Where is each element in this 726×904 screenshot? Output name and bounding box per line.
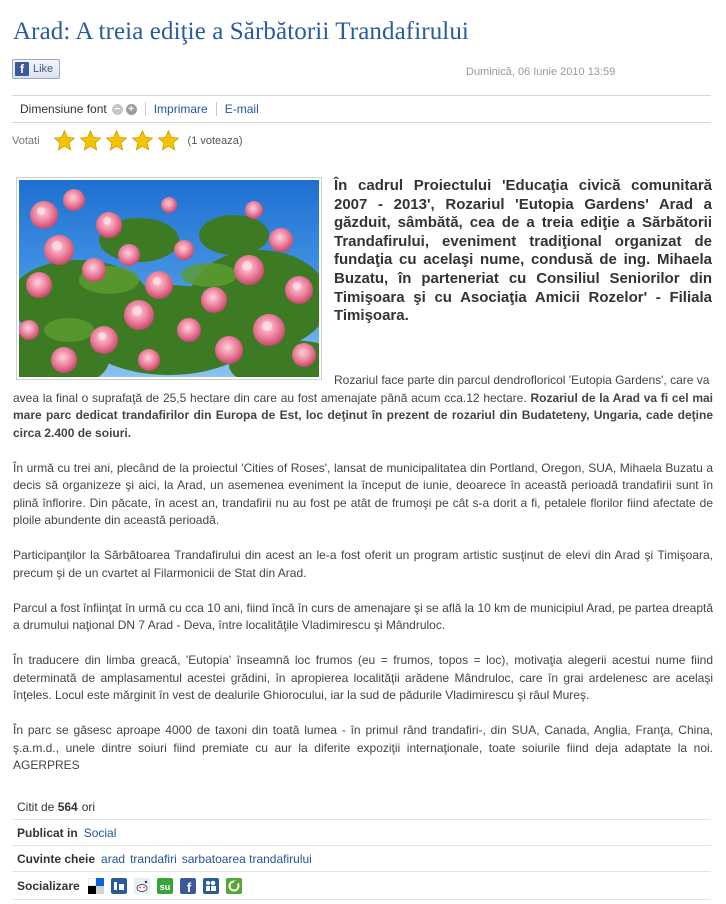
paragraph-text: avea la final o suprafaţă de 25,5 hectare din care au fost amenajate până acum cca.12 hectare.	[13, 390, 527, 405]
keyword-link[interactable]: arad	[101, 851, 126, 866]
article-title: Arad: A treia ediţie a Sărbătorii Trandafirului	[13, 18, 469, 45]
article-lead: În cadrul Proiectului 'Educaţia civică comunitară 2007 - 2013', Rozariul 'Eutopia Gardens' Arad a găzduit, sâmbătă, cea de a treia ediţie a Sărbătorii Trandafirului, eveniment tradiţional organizat de fundaţia cu acelaşi nume, condusă de ing. Mihaela Buzatu, în parteneriat cu Consiliul Seniorilor din Timişoara şi cu Asociaţia Amicii Rozelor' - Filiala Timişoara.	[334, 177, 712, 325]
category-link[interactable]: Social	[83, 825, 117, 840]
star-icon[interactable]	[52, 129, 77, 153]
rating-stars	[52, 129, 182, 153]
facebook-like-button[interactable]	[12, 59, 60, 79]
digg-icon[interactable]	[111, 878, 127, 894]
svg-text:su: su	[159, 881, 170, 892]
font-size-control	[12, 102, 145, 116]
read-count: 564	[57, 799, 78, 814]
published-label: Publicat in	[17, 825, 78, 840]
stumbleupon-icon[interactable]	[157, 878, 173, 894]
keyword-link[interactable]: sarbatoarea trandafirului	[181, 851, 312, 866]
star-icon[interactable]	[104, 129, 129, 153]
font-size-label: Dimensiune font	[20, 102, 107, 116]
article-paragraph: În urmă cu trei ani, plecând de la proiectul 'Cities of Roses', lansat de municipalitatea din Portland, Oregon, SUA, Mihaela Buzatu a decis să organizeze şi aici, la Arad, un asemenea eveniment la început de iunie, deoarece în această perioadă trandafirii sunt în plină înflorire. Din păcate, în acest an, trandafirii nu au fost pe atât de frumoşi pe cât s-a dorit a fi, petalele florilor fiind afectate de ploile abundente din această perioadă.	[13, 460, 713, 527]
star-icon[interactable]	[156, 129, 181, 153]
print-link[interactable]: Imprimare	[153, 102, 208, 116]
social-row	[12, 872, 711, 900]
facebook-icon: f	[15, 62, 29, 76]
delicious-icon[interactable]	[88, 878, 104, 894]
article-paragraph: Participanţilor la Sărbătoarea Trandafirului din acest an le-a fost oferit un program artistic susţinut de elevi din Arad şi Timişoara, precum şi de un cvartet al Filarmonicii de Stat din Arad.	[13, 548, 713, 580]
article-paragraph: Parcul a fost înfiinţat în urmă cu cca 10 ani, fiind încă în curs de amenajare şi se află la 10 km de municipiul Arad, pe partea dreaptă a drumului naţional DN 7 Arad - Deva, între localităţile Vladimirescu şi Mândruloc.	[13, 600, 713, 632]
star-icon[interactable]	[78, 129, 103, 153]
facebook-icon[interactable]	[180, 878, 196, 894]
article-body	[13, 372, 713, 792]
article-toolbar	[12, 95, 711, 123]
svg-text:f: f	[186, 879, 191, 894]
read-count-row	[12, 794, 711, 820]
social-label: Socializare	[17, 878, 80, 893]
star-icon[interactable]	[130, 129, 155, 153]
read-prefix: Citit de	[17, 799, 55, 814]
email-link[interactable]: E-mail	[224, 102, 259, 116]
article-date: Duminică, 06 Iunie 2010 13:59	[466, 66, 616, 78]
myspace-icon[interactable]	[203, 878, 219, 894]
keyword-link[interactable]: trandafiri	[130, 851, 177, 866]
font-decrease-button[interactable]: −	[112, 104, 123, 115]
reddit-icon[interactable]	[134, 878, 150, 894]
rating-votes: (1 voteaza)	[187, 135, 243, 147]
technorati-icon[interactable]	[226, 878, 242, 894]
published-row	[12, 820, 711, 846]
article-paragraph	[13, 372, 713, 442]
rating-widget	[12, 128, 243, 154]
font-increase-button[interactable]: +	[126, 104, 137, 115]
article-paragraph: În traducere din limba greacă, 'Eutopia' înseamnă loc frumos (eu = frumos, topos = loc), motivaţia alegerii acestui nume fiind determinată de amplasamentul acestei grădini, în apropierea localităţii arădene Mândruloc, care în grai ardelenesc are acelaşi înţeles. Locul este mărginit în vest de dealurile Ghiorocului, iar la sud de pădurile Vladimirescu şi râul Mureş.	[13, 653, 713, 702]
rating-label: Votati	[12, 135, 40, 147]
article-paragraph: În parc se găsesc aproape 4000 de taxoni din toată lumea - în primul rând trandafiri-, din SUA, Canada, Anglia, Franţa, China, ş.a.m.d., unele dintre soiuri fiind premiate cu aur la diferite expoziţii internaţionale, toate soiurile fiind deja adaptate la noi. AGERPRES	[13, 723, 713, 772]
like-label: Like	[33, 63, 54, 75]
paragraph-first-line: Rozariul face parte din parcul dendrofloricol 'Eutopia Gardens', care va	[334, 373, 710, 387]
read-suffix: ori	[81, 799, 96, 814]
keywords-row	[12, 846, 711, 872]
paragraph-bold-text: Rozariul de la Arad va fi cel mai mare parc dedicat trandafirilor din Europa de Est, loc deţinut în prezent de rozariul din Budateteny, Ungaria, cade deţine circa 2.400 de soiuri.	[13, 390, 713, 440]
roses-image	[19, 180, 319, 377]
article-photo	[16, 177, 322, 380]
keywords-label: Cuvinte cheie	[17, 851, 96, 866]
